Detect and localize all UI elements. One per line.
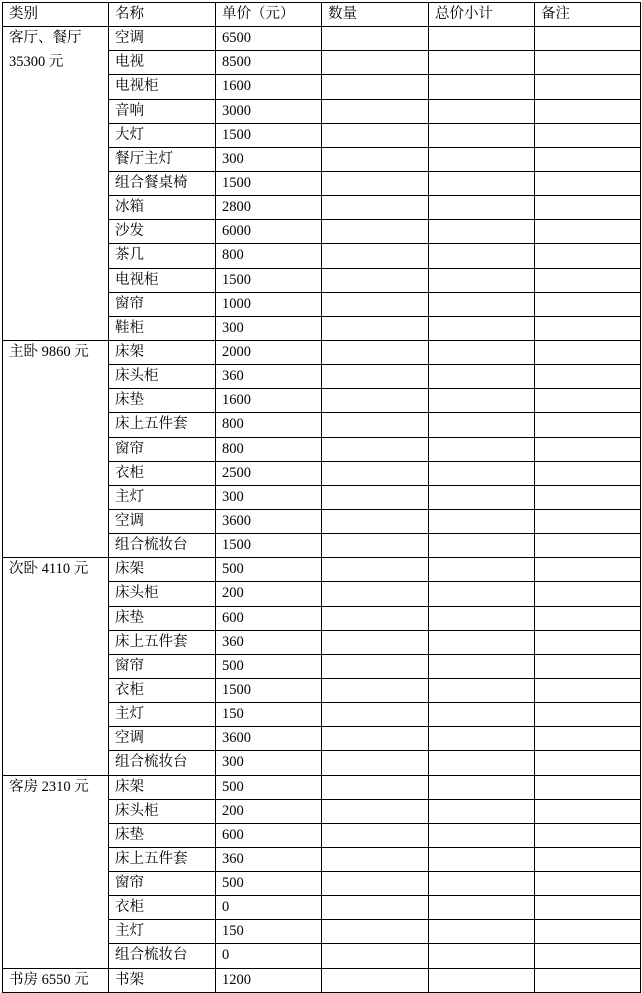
quantity-cell bbox=[322, 244, 429, 268]
quantity-cell bbox=[322, 944, 429, 968]
remarks-cell bbox=[535, 630, 641, 654]
item-name-cell: 大灯 bbox=[109, 123, 216, 147]
quantity-cell bbox=[322, 509, 429, 533]
table-row bbox=[3, 27, 641, 51]
item-name-cell: 窗帘 bbox=[109, 654, 216, 678]
quantity-cell bbox=[322, 196, 429, 220]
subtotal-cell bbox=[429, 558, 535, 582]
header-subtotal: 总价小计 bbox=[429, 3, 535, 27]
item-name-cell: 组合梳妆台 bbox=[109, 534, 216, 558]
item-name-cell: 主灯 bbox=[109, 920, 216, 944]
item-name-cell: 窗帘 bbox=[109, 292, 216, 316]
item-name-cell: 床垫 bbox=[109, 823, 216, 847]
quantity-cell bbox=[322, 920, 429, 944]
item-name-cell: 组合梳妆台 bbox=[109, 751, 216, 775]
item-name-cell: 冰箱 bbox=[109, 196, 216, 220]
quantity-cell bbox=[322, 558, 429, 582]
unit-price-cell: 1000 bbox=[216, 292, 322, 316]
subtotal-cell bbox=[429, 437, 535, 461]
remarks-cell bbox=[535, 654, 641, 678]
unit-price-cell: 150 bbox=[216, 703, 322, 727]
subtotal-cell bbox=[429, 316, 535, 340]
quantity-cell bbox=[322, 365, 429, 389]
unit-price-cell: 1500 bbox=[216, 171, 322, 195]
item-name-cell: 音响 bbox=[109, 99, 216, 123]
unit-price-cell: 3600 bbox=[216, 727, 322, 751]
remarks-cell bbox=[535, 123, 641, 147]
unit-price-cell: 800 bbox=[216, 413, 322, 437]
quantity-cell bbox=[322, 123, 429, 147]
unit-price-cell: 0 bbox=[216, 944, 322, 968]
remarks-cell bbox=[535, 727, 641, 751]
remarks-cell bbox=[535, 51, 641, 75]
quantity-cell bbox=[322, 147, 429, 171]
quantity-cell bbox=[322, 171, 429, 195]
subtotal-cell bbox=[429, 51, 535, 75]
remarks-cell bbox=[535, 75, 641, 99]
subtotal-cell bbox=[429, 872, 535, 896]
unit-price-cell: 300 bbox=[216, 751, 322, 775]
unit-price-cell: 300 bbox=[216, 485, 322, 509]
unit-price-cell: 360 bbox=[216, 365, 322, 389]
subtotal-cell bbox=[429, 485, 535, 509]
item-name-cell: 空调 bbox=[109, 509, 216, 533]
remarks-cell bbox=[535, 775, 641, 799]
subtotal-cell bbox=[429, 509, 535, 533]
remarks-cell bbox=[535, 703, 641, 727]
item-name-cell: 空调 bbox=[109, 727, 216, 751]
subtotal-cell bbox=[429, 823, 535, 847]
quantity-cell bbox=[322, 751, 429, 775]
remarks-cell bbox=[535, 27, 641, 51]
quantity-cell bbox=[322, 606, 429, 630]
item-name-cell: 床上五件套 bbox=[109, 847, 216, 871]
unit-price-cell: 2500 bbox=[216, 461, 322, 485]
unit-price-cell: 300 bbox=[216, 147, 322, 171]
item-name-cell: 电视柜 bbox=[109, 75, 216, 99]
remarks-cell bbox=[535, 340, 641, 364]
unit-price-cell: 8500 bbox=[216, 51, 322, 75]
unit-price-cell: 1500 bbox=[216, 123, 322, 147]
subtotal-cell bbox=[429, 75, 535, 99]
item-name-cell: 窗帘 bbox=[109, 437, 216, 461]
unit-price-cell: 150 bbox=[216, 920, 322, 944]
subtotal-cell bbox=[429, 703, 535, 727]
remarks-cell bbox=[535, 847, 641, 871]
subtotal-cell bbox=[429, 99, 535, 123]
subtotal-cell bbox=[429, 27, 535, 51]
subtotal-cell bbox=[429, 799, 535, 823]
item-name-cell: 鞋柜 bbox=[109, 316, 216, 340]
subtotal-cell bbox=[429, 920, 535, 944]
header-quantity: 数量 bbox=[322, 3, 429, 27]
unit-price-cell: 360 bbox=[216, 847, 322, 871]
quantity-cell bbox=[322, 823, 429, 847]
subtotal-cell bbox=[429, 292, 535, 316]
table-body bbox=[3, 3, 641, 993]
table-row bbox=[3, 340, 641, 364]
quantity-cell bbox=[322, 872, 429, 896]
item-name-cell: 衣柜 bbox=[109, 461, 216, 485]
item-name-cell: 床垫 bbox=[109, 606, 216, 630]
subtotal-cell bbox=[429, 582, 535, 606]
unit-price-cell: 600 bbox=[216, 606, 322, 630]
remarks-cell bbox=[535, 220, 641, 244]
unit-price-cell: 6500 bbox=[216, 27, 322, 51]
item-name-cell: 沙发 bbox=[109, 220, 216, 244]
unit-price-cell: 500 bbox=[216, 872, 322, 896]
remarks-cell bbox=[535, 896, 641, 920]
remarks-cell bbox=[535, 365, 641, 389]
unit-price-cell: 600 bbox=[216, 823, 322, 847]
quantity-cell bbox=[322, 630, 429, 654]
remarks-cell bbox=[535, 872, 641, 896]
item-name-cell: 床架 bbox=[109, 558, 216, 582]
subtotal-cell bbox=[429, 968, 535, 993]
furniture-budget-table bbox=[2, 2, 641, 993]
quantity-cell bbox=[322, 896, 429, 920]
unit-price-cell: 1500 bbox=[216, 534, 322, 558]
remarks-cell bbox=[535, 944, 641, 968]
quantity-cell bbox=[322, 775, 429, 799]
unit-price-cell: 300 bbox=[216, 316, 322, 340]
quantity-cell bbox=[322, 220, 429, 244]
remarks-cell bbox=[535, 244, 641, 268]
unit-price-cell: 1200 bbox=[216, 968, 322, 993]
header-row bbox=[3, 3, 641, 27]
unit-price-cell: 1600 bbox=[216, 75, 322, 99]
category-cell: 书房 6550 元 bbox=[3, 968, 109, 993]
item-name-cell: 床架 bbox=[109, 340, 216, 364]
unit-price-cell: 1500 bbox=[216, 678, 322, 702]
item-name-cell: 主灯 bbox=[109, 485, 216, 509]
table-row bbox=[3, 558, 641, 582]
subtotal-cell bbox=[429, 147, 535, 171]
subtotal-cell bbox=[429, 340, 535, 364]
unit-price-cell: 500 bbox=[216, 558, 322, 582]
remarks-cell bbox=[535, 292, 641, 316]
remarks-cell bbox=[535, 534, 641, 558]
quantity-cell bbox=[322, 268, 429, 292]
item-name-cell: 电视柜 bbox=[109, 268, 216, 292]
item-name-cell: 床架 bbox=[109, 775, 216, 799]
item-name-cell: 床头柜 bbox=[109, 799, 216, 823]
remarks-cell bbox=[535, 437, 641, 461]
unit-price-cell: 360 bbox=[216, 630, 322, 654]
item-name-cell: 书架 bbox=[109, 968, 216, 993]
remarks-cell bbox=[535, 582, 641, 606]
header-unit-price: 单价（元） bbox=[216, 3, 322, 27]
unit-price-cell: 500 bbox=[216, 654, 322, 678]
quantity-cell bbox=[322, 75, 429, 99]
subtotal-cell bbox=[429, 461, 535, 485]
quantity-cell bbox=[322, 340, 429, 364]
remarks-cell bbox=[535, 461, 641, 485]
unit-price-cell: 0 bbox=[216, 896, 322, 920]
unit-price-cell: 500 bbox=[216, 775, 322, 799]
quantity-cell bbox=[322, 413, 429, 437]
unit-price-cell: 1500 bbox=[216, 268, 322, 292]
quantity-cell bbox=[322, 485, 429, 509]
quantity-cell bbox=[322, 389, 429, 413]
remarks-cell bbox=[535, 147, 641, 171]
header-name: 名称 bbox=[109, 3, 216, 27]
remarks-cell bbox=[535, 920, 641, 944]
item-name-cell: 茶几 bbox=[109, 244, 216, 268]
remarks-cell bbox=[535, 268, 641, 292]
remarks-cell bbox=[535, 389, 641, 413]
quantity-cell bbox=[322, 847, 429, 871]
remarks-cell bbox=[535, 316, 641, 340]
category-cell: 主卧 9860 元 bbox=[3, 340, 109, 557]
quantity-cell bbox=[322, 437, 429, 461]
item-name-cell: 床垫 bbox=[109, 389, 216, 413]
quantity-cell bbox=[322, 678, 429, 702]
remarks-cell bbox=[535, 99, 641, 123]
table-row bbox=[3, 968, 641, 993]
remarks-cell bbox=[535, 678, 641, 702]
item-name-cell: 组合梳妆台 bbox=[109, 944, 216, 968]
subtotal-cell bbox=[429, 630, 535, 654]
item-name-cell: 衣柜 bbox=[109, 896, 216, 920]
item-name-cell: 组合餐桌椅 bbox=[109, 171, 216, 195]
subtotal-cell bbox=[429, 413, 535, 437]
subtotal-cell bbox=[429, 678, 535, 702]
unit-price-cell: 2000 bbox=[216, 340, 322, 364]
quantity-cell bbox=[322, 727, 429, 751]
subtotal-cell bbox=[429, 244, 535, 268]
category-cell: 客厅、餐厅 35300 元 bbox=[3, 27, 109, 341]
category-cell: 次卧 4110 元 bbox=[3, 558, 109, 775]
quantity-cell bbox=[322, 799, 429, 823]
subtotal-cell bbox=[429, 389, 535, 413]
quantity-cell bbox=[322, 316, 429, 340]
subtotal-cell bbox=[429, 534, 535, 558]
remarks-cell bbox=[535, 171, 641, 195]
unit-price-cell: 200 bbox=[216, 799, 322, 823]
subtotal-cell bbox=[429, 727, 535, 751]
remarks-cell bbox=[535, 413, 641, 437]
quantity-cell bbox=[322, 582, 429, 606]
remarks-cell bbox=[535, 799, 641, 823]
subtotal-cell bbox=[429, 123, 535, 147]
quantity-cell bbox=[322, 654, 429, 678]
item-name-cell: 床上五件套 bbox=[109, 413, 216, 437]
category-cell: 客房 2310 元 bbox=[3, 775, 109, 968]
item-name-cell: 床上五件套 bbox=[109, 630, 216, 654]
item-name-cell: 床头柜 bbox=[109, 582, 216, 606]
item-name-cell: 餐厅主灯 bbox=[109, 147, 216, 171]
quantity-cell bbox=[322, 968, 429, 993]
quantity-cell bbox=[322, 703, 429, 727]
subtotal-cell bbox=[429, 896, 535, 920]
remarks-cell bbox=[535, 485, 641, 509]
unit-price-cell: 6000 bbox=[216, 220, 322, 244]
subtotal-cell bbox=[429, 268, 535, 292]
quantity-cell bbox=[322, 292, 429, 316]
remarks-cell bbox=[535, 558, 641, 582]
unit-price-cell: 3600 bbox=[216, 509, 322, 533]
remarks-cell bbox=[535, 968, 641, 993]
item-name-cell: 床头柜 bbox=[109, 365, 216, 389]
unit-price-cell: 3000 bbox=[216, 99, 322, 123]
quantity-cell bbox=[322, 99, 429, 123]
header-category: 类别 bbox=[3, 3, 109, 27]
header-remarks: 备注 bbox=[535, 3, 641, 27]
item-name-cell: 衣柜 bbox=[109, 678, 216, 702]
quantity-cell bbox=[322, 534, 429, 558]
subtotal-cell bbox=[429, 654, 535, 678]
remarks-cell bbox=[535, 509, 641, 533]
subtotal-cell bbox=[429, 775, 535, 799]
quantity-cell bbox=[322, 51, 429, 75]
quantity-cell bbox=[322, 27, 429, 51]
remarks-cell bbox=[535, 823, 641, 847]
subtotal-cell bbox=[429, 847, 535, 871]
unit-price-cell: 200 bbox=[216, 582, 322, 606]
subtotal-cell bbox=[429, 220, 535, 244]
unit-price-cell: 800 bbox=[216, 437, 322, 461]
remarks-cell bbox=[535, 606, 641, 630]
item-name-cell: 空调 bbox=[109, 27, 216, 51]
subtotal-cell bbox=[429, 751, 535, 775]
quantity-cell bbox=[322, 461, 429, 485]
subtotal-cell bbox=[429, 171, 535, 195]
item-name-cell: 窗帘 bbox=[109, 872, 216, 896]
item-name-cell: 电视 bbox=[109, 51, 216, 75]
remarks-cell bbox=[535, 196, 641, 220]
unit-price-cell: 2800 bbox=[216, 196, 322, 220]
remarks-cell bbox=[535, 751, 641, 775]
unit-price-cell: 1600 bbox=[216, 389, 322, 413]
table-row bbox=[3, 775, 641, 799]
unit-price-cell: 800 bbox=[216, 244, 322, 268]
subtotal-cell bbox=[429, 944, 535, 968]
subtotal-cell bbox=[429, 606, 535, 630]
subtotal-cell bbox=[429, 196, 535, 220]
item-name-cell: 主灯 bbox=[109, 703, 216, 727]
subtotal-cell bbox=[429, 365, 535, 389]
